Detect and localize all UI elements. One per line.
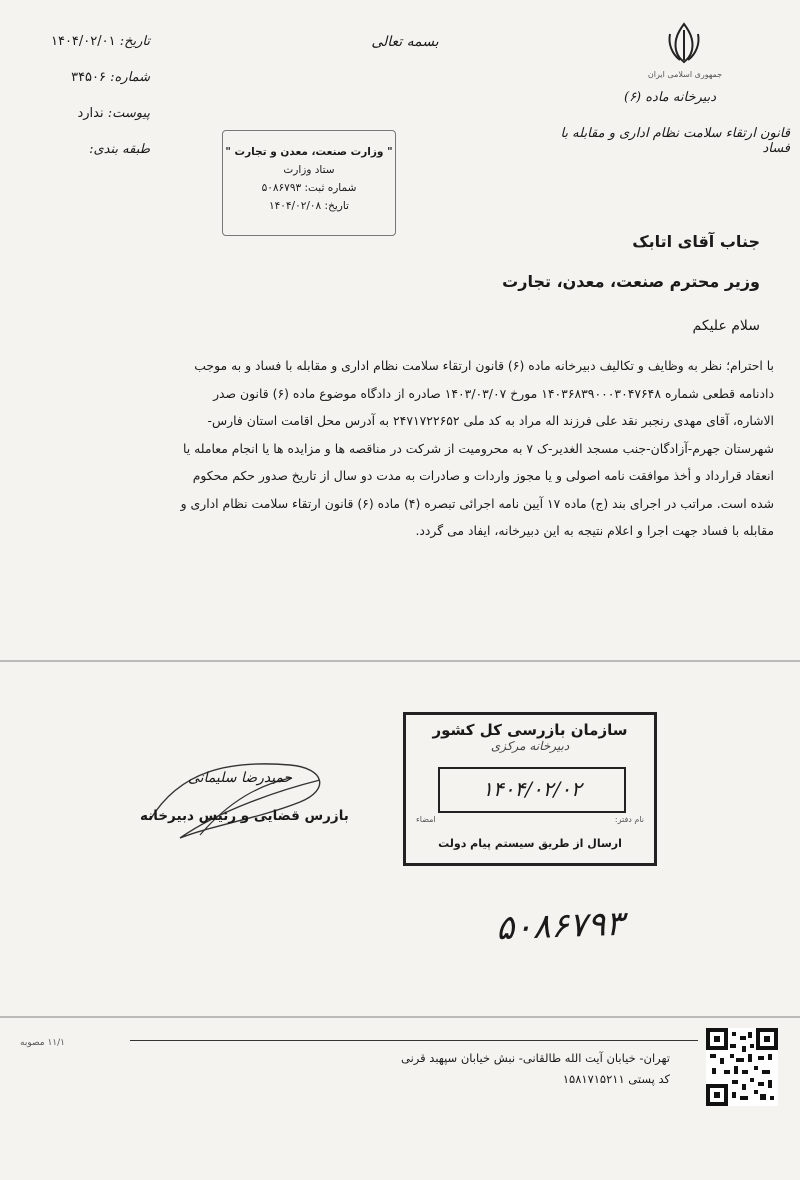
meta-attachment (20, 106, 150, 121)
date-value: ۱۴۰۴/۰۲/۰۱ (50, 34, 116, 49)
stamp-date: ۱۴۰۴/۰۲/۰۲ (438, 767, 626, 813)
ministry-stamp-line4: تاریخ: ۱۴۰۴/۰۲/۰۸ (269, 200, 349, 212)
body-line: با احترام؛ نظر به وظایف و تکالیف دبیرخانه ماده (۶) قانون ارتقاء سلامت نظام اداری و مقابله با فساد و به موجب (194, 358, 774, 373)
footer-address (230, 1048, 670, 1090)
stamp-field-right: نام دفتر: (614, 815, 644, 824)
ministry-registration-stamp (222, 130, 396, 236)
signature-scribble-icon (140, 740, 340, 850)
footer-fold-line (0, 1016, 800, 1018)
ministry-stamp-line1: " وزارت صنعت، معدن و تجارت " (225, 146, 393, 158)
addressee-name: جناب آقای اتابک (632, 232, 760, 251)
body-line: الاشاره، آقای مهدی رنجبر نقد علی فرزند اله مراد به کد ملی ۲۴۷۱۷۲۲۶۵۲ به آدرس محل اقامت استان فارس- (207, 413, 774, 428)
letter-body (16, 352, 774, 545)
footer-address-line: تهران- خیابان آیت الله طالقانی- نبش خیابان سپهبد قرنی (401, 1051, 670, 1065)
inspection-org-stamp (403, 712, 657, 866)
addressee-title: وزیر محترم صنعت، معدن، تجارت (502, 272, 760, 291)
attachment-label: پیوست: (107, 106, 150, 121)
attachment-value: ندارد (77, 106, 104, 121)
stamp-note: ارسال از طریق سیستم پیام دولت (438, 837, 622, 850)
body-line: مقابله با فساد جهت اجرا و اعلام نتیجه به این دبیرخانه، ایفاد می گردد. (415, 523, 774, 538)
iran-emblem-icon (662, 20, 706, 66)
date-label: تاریخ: (119, 34, 150, 49)
meta-date (20, 34, 150, 49)
footer-rule (130, 1040, 698, 1041)
number-value: ۳۴۵۰۶ (71, 70, 107, 85)
qr-code-icon (706, 1028, 778, 1106)
classification-label: طبقه بندی: (89, 142, 150, 157)
signatory-title: بازرس قضایی و رئیس دبیرخانه (140, 808, 349, 824)
body-line: شده است. مراتب در اجرای بند (ج) ماده ۱۷ آیین نامه اجرائی تبصره (۴) ماده (۶) قانون ارتقاء سلامت نظام اداری و (180, 495, 774, 511)
secretariat-label: دبیرخانه ماده (۶) (623, 90, 716, 105)
footer-postal-code: کد پستی ۱۵۸۱۷۱۵۲۱۱ (562, 1072, 670, 1086)
law-title: قانون ارتقاء سلامت نظام اداری و مقابله با فساد (560, 126, 790, 156)
stamp-org: سازمان بازرسی کل کشور (432, 721, 628, 739)
ministry-stamp-line2: ستاد وزارت (283, 164, 335, 176)
body-line: انعقاد قرارداد و أخذ موافقت نامه اصولی و یا مجوز واردات و صادرات به مدت دو سال از تاریخ صدور حکم محکوم (192, 468, 774, 483)
form-code: ۱۱/۱ مصوبه (20, 1038, 66, 1048)
stamp-fields (416, 815, 644, 824)
scan-fold-line (0, 660, 800, 662)
greeting: سلام علیکم (692, 318, 760, 334)
country-label: جمهوری اسلامی ایران (647, 70, 723, 79)
signatory-name: حمیدرضا سلیمانی (188, 770, 293, 786)
stamp-unit: دبیرخانه مرکزی (490, 739, 570, 753)
handwritten-number: ۵۰۸۶۷۹۳ (495, 903, 625, 949)
ministry-stamp-line3: شماره ثبت: ۵۰۸۶۷۹۳ (261, 182, 357, 194)
bismillah: بسمه تعالی (371, 34, 439, 50)
number-label: شماره: (110, 70, 150, 85)
stamp-field-left: امضاء (416, 815, 436, 824)
meta-number (20, 70, 150, 85)
body-line: شهرستان جهرم-آزادگان-جنب مسجد الغدیر-ک ۷ به محرومیت از شرکت در مناقصه ها و مزایده ها یا انجام معامله یا (182, 440, 774, 456)
body-line: دادنامه قطعی شماره ۱۴۰۳۶۸۳۹۰۰۰۳۰۴۷۶۴۸ مورخ ۱۴۰۳/۰۳/۰۷ صادره از دادگاه موضوع ماده (۶) قانون صدر (213, 385, 774, 401)
